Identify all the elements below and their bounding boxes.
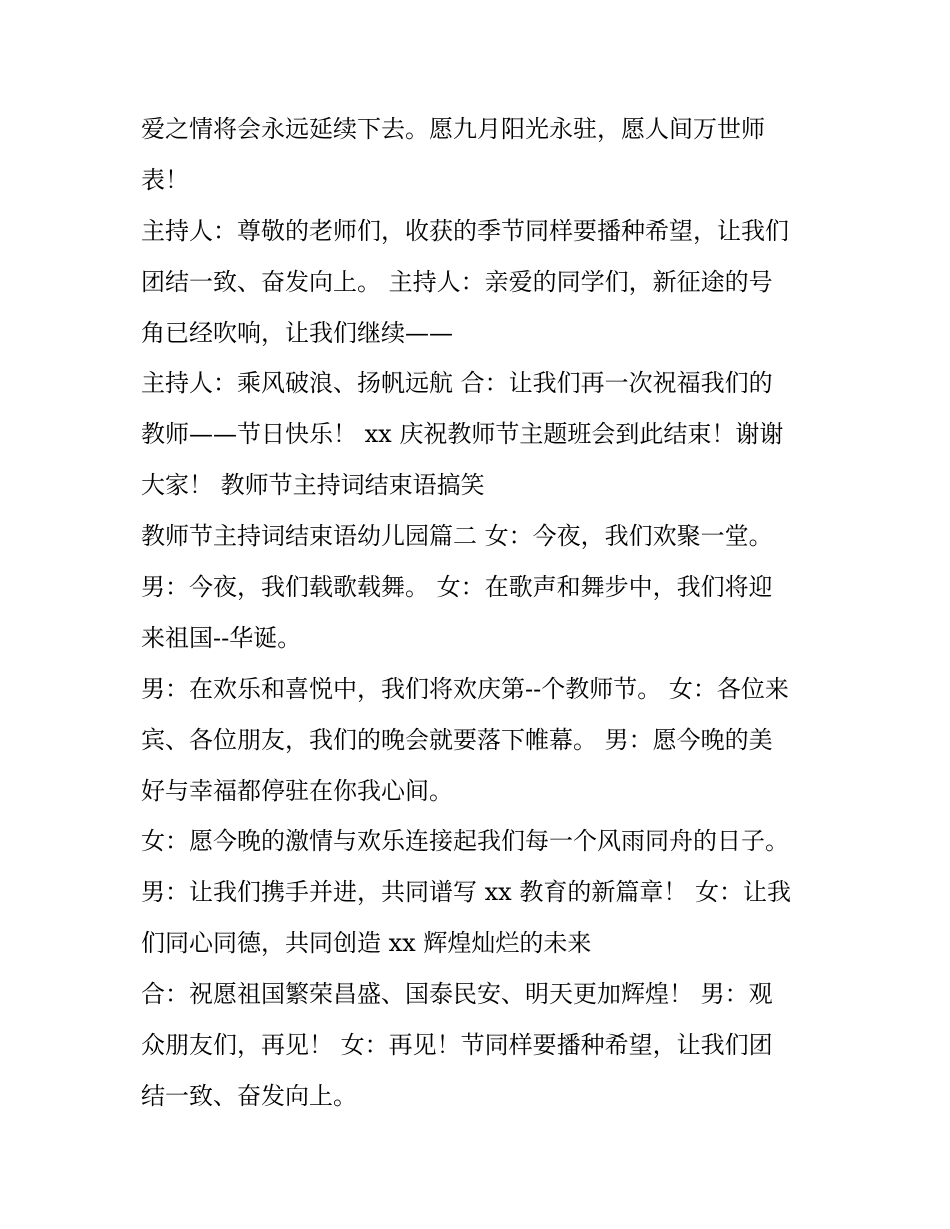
- text-line: 来祖国--华诞。: [141, 623, 302, 652]
- text-line: 表！: [141, 165, 189, 194]
- text-line: 合：祝愿祖国繁荣昌盛、国泰民安、明天更加辉煌！ 男：观: [141, 980, 773, 1009]
- text-line: 教师——节日快乐！ xx 庆祝教师节主题班会到此结束！谢谢: [141, 420, 784, 449]
- text-line: 结一致、奋发向上。: [141, 1081, 357, 1110]
- text-line: 大家！ 教师节主持词结束语搞笑: [141, 471, 485, 500]
- text-line: 主持人：尊敬的老师们，收获的季节同样要播种希望，让我们: [141, 216, 789, 245]
- text-line: 男：今夜，我们载歌载舞。 女：在歌声和舞步中，我们将迎: [141, 573, 773, 602]
- text-line: 男：让我们携手并进，共同谱写 xx 教育的新篇章！ 女：让我: [141, 878, 791, 907]
- text-line: 们同心同德，共同创造 xx 辉煌灿烂的未来: [141, 929, 592, 958]
- text-line: 角已经吹响，让我们继续——: [141, 318, 453, 347]
- text-line: 众朋友们，再见！ 女：再见！节同样要播种希望，让我们团: [141, 1031, 773, 1060]
- text-line: 男：在欢乐和喜悦中，我们将欢庆第--个教师节。 女：各位来: [141, 674, 789, 703]
- text-line: 主持人：乘风破浪、扬帆远航 合：让我们再一次祝福我们的: [141, 369, 773, 398]
- text-line: 女：愿今晚的激情与欢乐连接起我们每一个风雨同舟的日子。: [141, 827, 789, 856]
- text-line: 教师节主持词结束语幼儿园篇二 女：今夜，我们欢聚一堂。: [141, 522, 773, 551]
- text-line: 团结一致、奋发向上。 主持人：亲爱的同学们，新征途的号: [141, 267, 773, 296]
- text-line: 爱之情将会永远延续下去。愿九月阳光永驻，愿人间万世师: [141, 115, 765, 143]
- text-line: 好与幸福都停驻在你我心间。: [141, 776, 453, 805]
- document-body: [141, 104, 831, 1122]
- text-line: 宾、各位朋友，我们的晚会就要落下帷幕。 男：愿今晚的美: [141, 725, 773, 754]
